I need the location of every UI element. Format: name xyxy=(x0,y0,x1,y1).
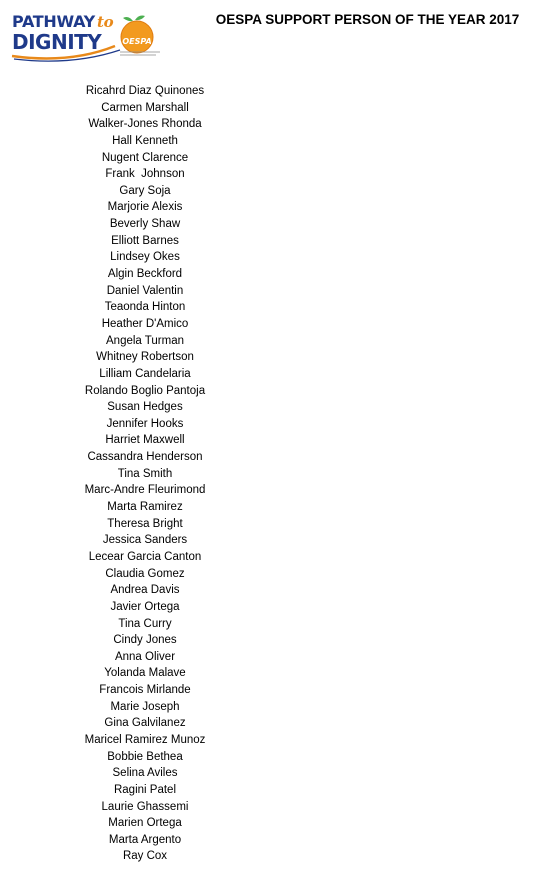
name-list-item: Anna Oliver xyxy=(114,650,176,663)
name-list-item: Marta Ramirez xyxy=(107,501,183,514)
name-list-item: Ragini Patel xyxy=(113,783,176,796)
name-list-item: Selina Aviles xyxy=(112,767,178,780)
name-list-item: Jessica Sanders xyxy=(102,534,188,547)
name-list-item: Angela Turman xyxy=(106,334,184,347)
name-list-item: Marc-Andre Fleurimond xyxy=(84,484,206,497)
page-title: OESPA SUPPORT PERSON OF THE YEAR 2017 xyxy=(215,12,520,27)
name-list-item: Marien Ortega xyxy=(108,817,182,830)
name-list-item: Gina Galvilanez xyxy=(104,717,186,730)
name-list-item: Theresa Bright xyxy=(107,517,183,530)
name-list-item: Teaonda Hinton xyxy=(104,301,186,314)
name-list-item: Cassandra Henderson xyxy=(87,451,203,464)
logo-tagline-lines xyxy=(120,50,164,58)
name-list-item: Javier Ortega xyxy=(110,600,180,613)
name-list-item: Frank Johnson xyxy=(105,168,185,181)
logo-word-pathway: PATHWAY xyxy=(12,12,95,31)
name-list-item: Yolanda Malave xyxy=(104,667,186,680)
name-list-item: Lilliam Candelaria xyxy=(99,367,191,380)
pathway-to-dignity-logo xyxy=(10,12,162,62)
name-list-item: Laurie Ghassemi xyxy=(101,800,189,813)
name-list-item: Whitney Robertson xyxy=(96,351,194,364)
names-list xyxy=(60,83,230,865)
name-list-item: Tina Smith xyxy=(117,467,173,480)
name-list-item: Beverly Shaw xyxy=(109,218,181,231)
name-list-item: Algin Beckford xyxy=(107,268,183,281)
name-list-item: Claudia Gomez xyxy=(105,567,185,580)
name-list-item: Rolando Boglio Pantoja xyxy=(84,384,206,397)
name-list-item: Ray Cox xyxy=(122,850,168,863)
name-list-item: Nugent Clarence xyxy=(101,151,189,164)
name-list-item: Maricel Ramirez Munoz xyxy=(84,733,206,746)
name-list-item: Daniel Valentin xyxy=(106,284,184,297)
name-list-item: Heather D'Amico xyxy=(101,317,189,330)
name-list-item: Francois Mirlande xyxy=(99,684,191,697)
logo-word-to: to xyxy=(96,13,114,31)
name-list-item: Marta Argento xyxy=(108,833,182,846)
name-list-item: Tina Curry xyxy=(118,617,172,630)
logo-word-dignity: DIGNITY xyxy=(12,30,102,54)
name-list-item: Marie Joseph xyxy=(110,700,180,713)
logo-badge-label: OESPA xyxy=(122,37,152,46)
name-list-item: Jennifer Hooks xyxy=(106,417,184,430)
oespa-orange-icon xyxy=(113,14,161,54)
name-list-item: Cindy Jones xyxy=(113,634,177,647)
name-list-item: Andrea Davis xyxy=(110,584,180,597)
name-list-item: Gary Soja xyxy=(119,184,171,197)
name-list-item: Susan Hedges xyxy=(107,401,183,414)
name-list-item: Lecear Garcia Canton xyxy=(88,550,202,563)
name-list-item: Carmen Marshall xyxy=(101,101,189,114)
name-list-item: Ricahrd Diaz Quinones xyxy=(85,85,205,97)
name-list-item: Lindsey Okes xyxy=(110,251,180,264)
name-list-item: Walker-Jones Rhonda xyxy=(88,118,202,131)
name-list-item: Bobbie Bethea xyxy=(107,750,183,763)
name-list-item: Marjorie Alexis xyxy=(107,201,183,214)
name-list-item: Elliott Barnes xyxy=(111,234,179,247)
name-list-item: Harriet Maxwell xyxy=(105,434,185,447)
name-list-item: Hall Kenneth xyxy=(112,134,178,147)
logo-line-one xyxy=(12,12,113,31)
